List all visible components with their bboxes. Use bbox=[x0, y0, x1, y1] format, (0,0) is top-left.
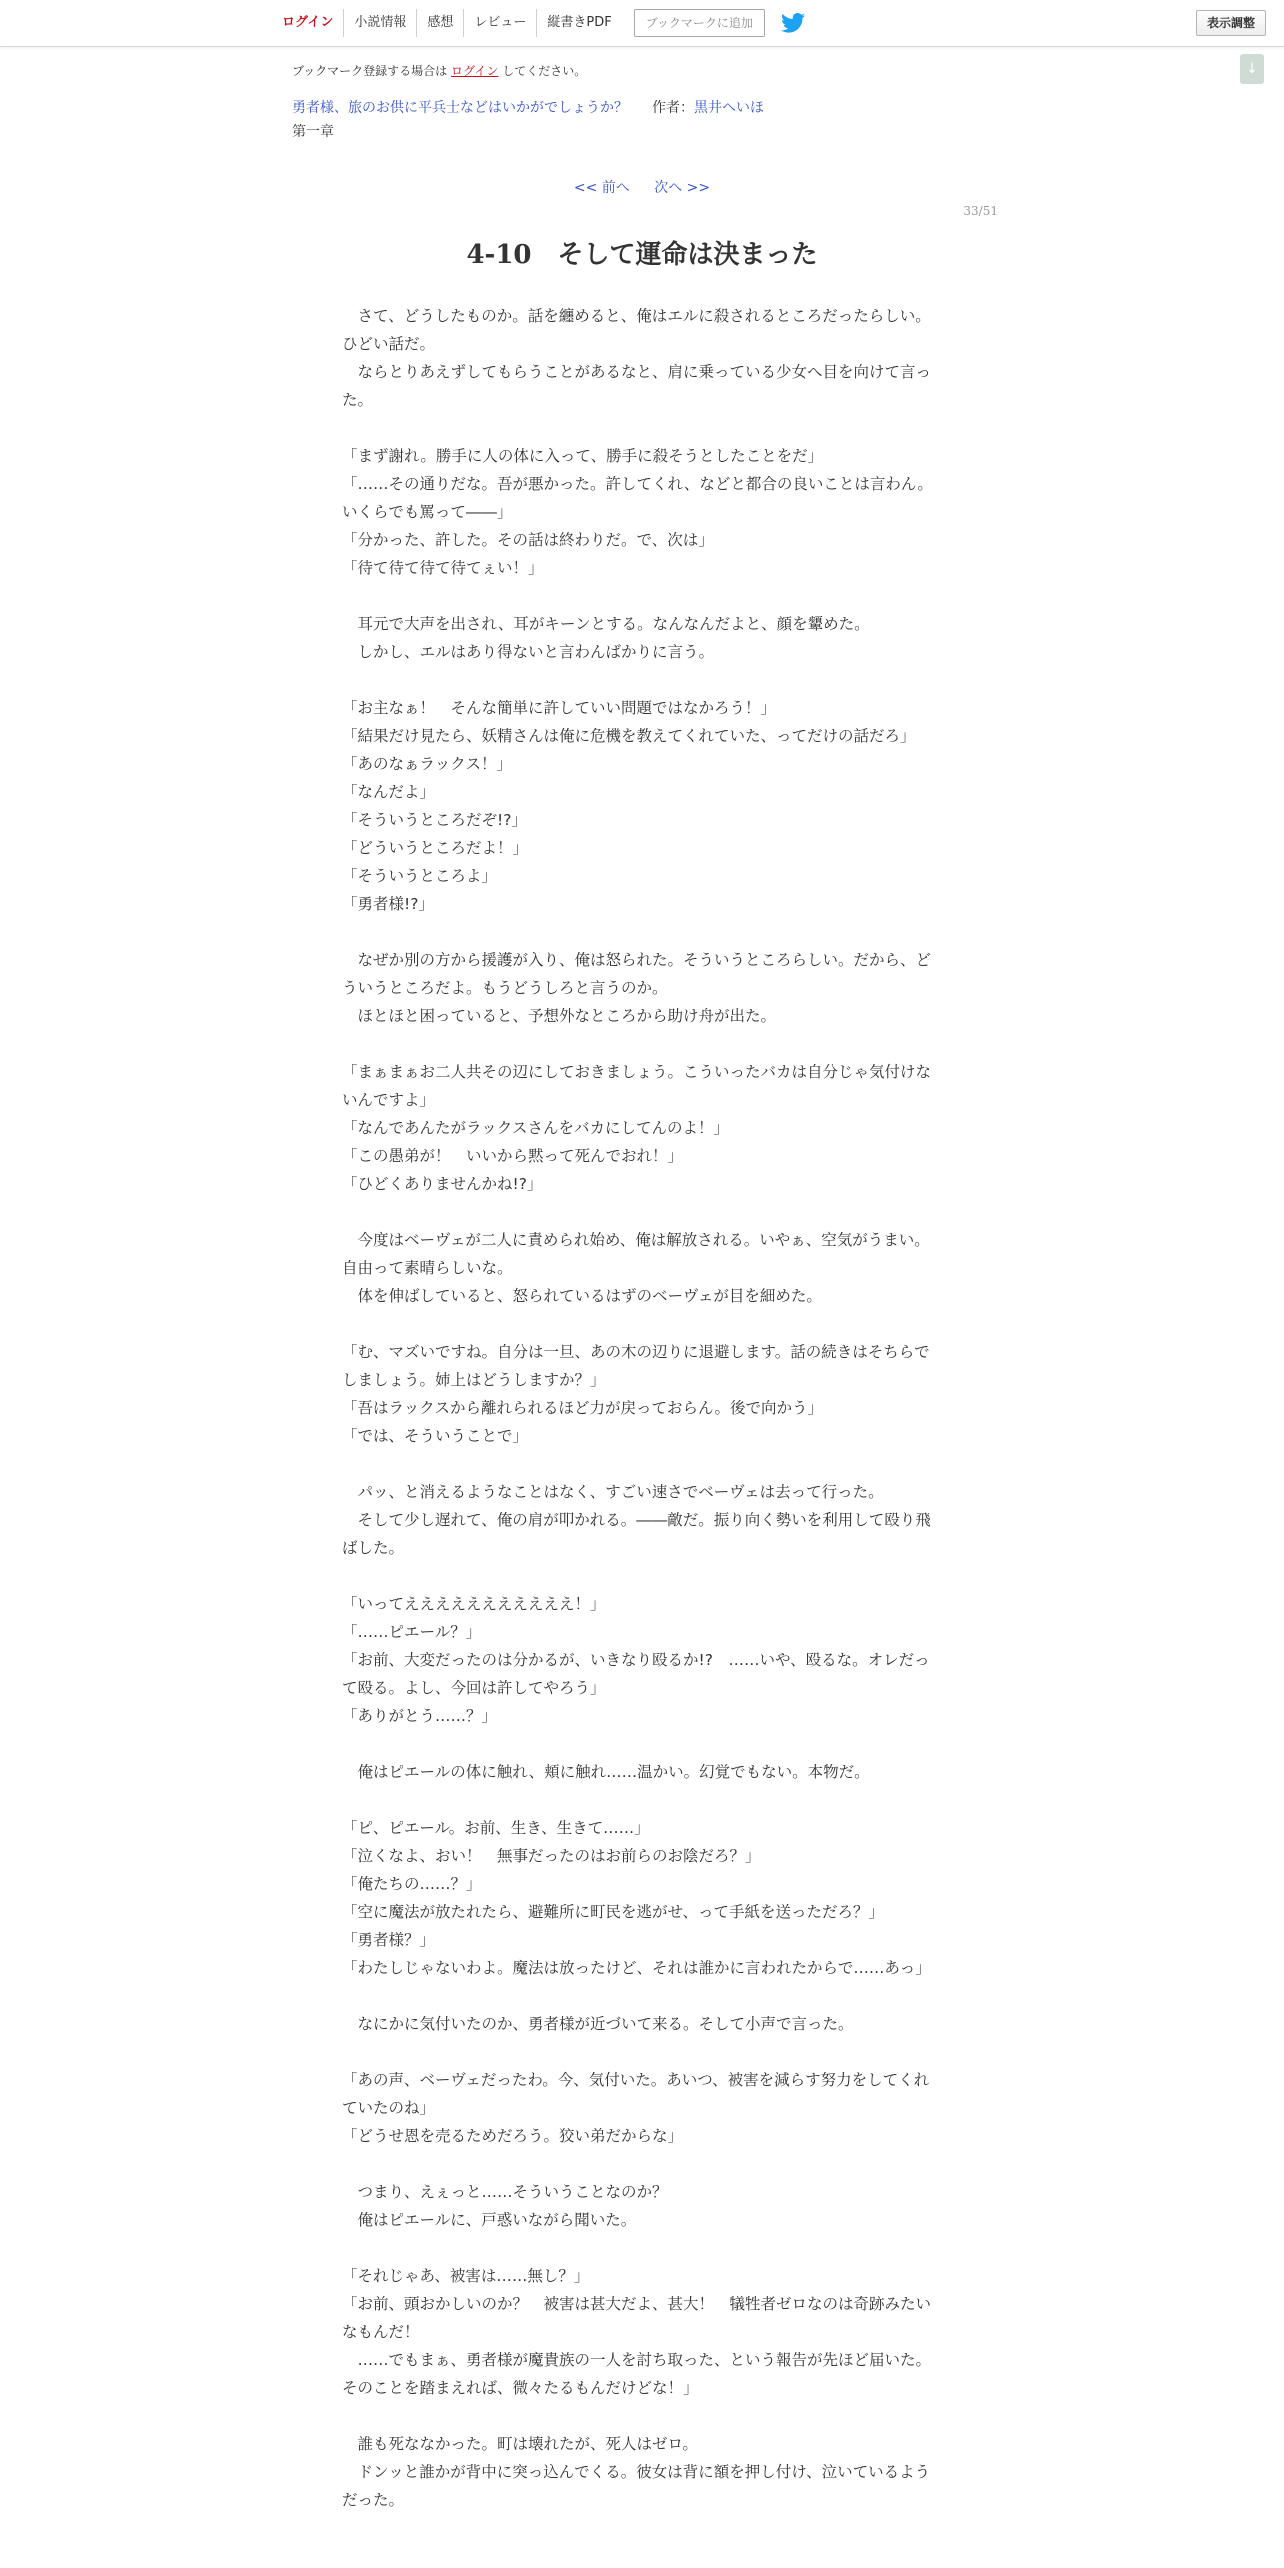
body-paragraph: パッ、と消えるようなことはなく、すごい速さでベーヴェは去って行った。 bbox=[342, 1483, 884, 1501]
body-paragraph: つまり、えぇっと……そういうことなのか？ bbox=[342, 2183, 668, 2201]
body-paragraph: 今度はベーヴェが二人に責められ始め、俺は解放される。いやぁ、空気がうまい。自由って素晴らしいな。 bbox=[342, 1231, 930, 1277]
body-paragraph: 「待て待て待て待てぇい！」 bbox=[342, 559, 544, 577]
body-paragraph: ……でもまぁ、勇者様が魔貴族の一人を討ち取った、という報告が先ほど届いた。そのことを踏まえれば、微々たるもんだけどな！」 bbox=[342, 2351, 932, 2397]
body-paragraph: 「ピ、ピエール。お前、生き、生きて……」 bbox=[342, 1819, 650, 1837]
body-paragraph: 「む、マズいですね。自分は一旦、あの木の辺りに退避します。話の続きはそちらでしましょう。姉上はどうしますか？」 bbox=[342, 1343, 930, 1389]
author-link[interactable]: 黒井へいほ bbox=[694, 100, 764, 116]
body-paragraph: 俺はピエールに、戸惑いながら聞いた。 bbox=[342, 2211, 637, 2229]
body-paragraph: 「分かった、許した。その話は終わりだ。で、次は」 bbox=[342, 531, 714, 549]
vertical-pdf-link[interactable]: 縦書きPDF bbox=[536, 9, 621, 37]
blank-line bbox=[342, 666, 942, 694]
body-paragraph: 「お前、大変だったのは分かるが、いきなり殴るか!? ……いや、殴るな。オレだって殴る。よし、今回は許してやろう」 bbox=[342, 1651, 930, 1697]
body-paragraph: ドンッと誰かが背中に突っ込んでくる。彼女は背に額を押し付け、泣いているようだった。 bbox=[342, 2463, 931, 2509]
bookmark-note-prefix: ブックマーク登録する場合は bbox=[292, 64, 448, 78]
bookmark-note-suffix: してください。 bbox=[502, 64, 587, 78]
body-paragraph: 「それじゃあ、被害は……無し？」 bbox=[342, 2267, 590, 2285]
blank-line bbox=[342, 2234, 942, 2262]
body-paragraph: 「まず謝れ。勝手に人の体に入って、勝手に殺そうとしたことをだ」 bbox=[342, 447, 824, 465]
body-paragraph: 「どういうところだよ！」 bbox=[342, 839, 529, 857]
body-paragraph: 「……ピエール？」 bbox=[342, 1623, 482, 1641]
body-paragraph: 「まぁまぁお二人共その辺にしておきましょう。こういったバカは自分じゃ気付けないんですよ」 bbox=[342, 1063, 932, 1109]
twitter-bird-icon[interactable] bbox=[781, 12, 807, 34]
chapter-title: 第一章 bbox=[292, 124, 334, 140]
body-paragraph: 「あの声、ベーヴェだったわ。今、気付いた。あいつ、被害を減らす努力をしてくれていたのね」 bbox=[342, 2071, 930, 2117]
episode-title: 4-10 そして運命は決まった bbox=[466, 240, 818, 270]
body-paragraph: 「ありがとう……？」 bbox=[342, 1707, 498, 1725]
novel-info-link[interactable]: 小説情報 bbox=[343, 9, 416, 37]
blank-line bbox=[342, 1562, 942, 1590]
body-paragraph: 「この愚弟が！ いいから黙って死んでおれ！」 bbox=[342, 1147, 684, 1165]
bookmark-note-login-link[interactable]: ログイン bbox=[451, 64, 499, 78]
blank-line bbox=[342, 1730, 942, 1758]
blank-line bbox=[342, 1982, 942, 2010]
body-paragraph: 「吾はラックスから離れられるほど力が戻っておらん。後で向かう」 bbox=[342, 1399, 823, 1417]
body-paragraph: 「俺たちの……？」 bbox=[342, 1875, 482, 1893]
body-paragraph: 「わたしじゃないわよ。魔法は放ったけど、それは誰かに言われたからで……あっ」 bbox=[342, 1959, 931, 1977]
body-paragraph: 「空に魔法が放たれたら、避難所に町民を逃がせ、って手紙を送っただろ？」 bbox=[342, 1903, 885, 1921]
body-paragraph: 「なんだよ」 bbox=[342, 783, 436, 801]
body-paragraph: 「勇者様!?」 bbox=[342, 895, 434, 913]
body-paragraph: 「あのなぁラックス！」 bbox=[342, 755, 513, 773]
body-paragraph: 「お前、頭おかしいのか？ 被害は甚大だよ、甚大！ 犠牲者ゼロなのは奇跡みたいなもんだ！ bbox=[342, 2295, 932, 2341]
impressions-link[interactable]: 感想 bbox=[416, 9, 463, 37]
author-label: 作者： bbox=[652, 100, 694, 116]
body-paragraph: 「なんであんたがラックスさんをバカにしてんのよ！」 bbox=[342, 1119, 730, 1137]
top-navigation-bar bbox=[0, 0, 1284, 47]
blank-line bbox=[342, 414, 942, 442]
body-paragraph: 耳元で大声を出され、耳がキーンとする。なんなんだよと、顔を顰めた。 bbox=[342, 615, 870, 633]
series-title-link[interactable]: 勇者様、旅のお供に平兵士などはいかがでしょうか？ bbox=[292, 100, 628, 116]
blank-line bbox=[342, 582, 942, 610]
review-link[interactable]: レビュー bbox=[463, 9, 536, 37]
next-page-link[interactable]: 次へ >> bbox=[654, 180, 711, 196]
page-count: 33/51 bbox=[963, 204, 998, 218]
novel-body bbox=[342, 302, 942, 2514]
body-paragraph: ほとほと困っていると、予想外なところから助け舟が出た。 bbox=[342, 1007, 777, 1025]
body-paragraph: そして少し遅れて、俺の肩が叩かれる。――敵だ。振り向く勢いを利用して殴り飛ばした。 bbox=[342, 1511, 931, 1557]
body-paragraph: 誰も死ななかった。町は壊れたが、死人はゼロ。 bbox=[342, 2435, 698, 2453]
pager bbox=[0, 177, 1284, 197]
blank-line bbox=[342, 1310, 942, 1338]
prev-page-link[interactable]: << 前へ bbox=[573, 180, 630, 196]
body-paragraph: しかし、エルはあり得ないと言わんばかりに言う。 bbox=[342, 643, 715, 661]
bookmark-login-note bbox=[292, 62, 586, 79]
main-nav bbox=[272, 9, 807, 37]
blank-line bbox=[342, 1786, 942, 1814]
body-paragraph: 「そういうところだぞ!?」 bbox=[342, 811, 527, 829]
login-link[interactable]: ログイン bbox=[282, 15, 334, 30]
body-paragraph: 「お主なぁ！ そんな簡単に許していい問題ではなかろう！」 bbox=[342, 699, 777, 717]
blank-line bbox=[342, 918, 942, 946]
body-paragraph: 「泣くなよ、おい！ 無事だったのはお前らのお陰だろ？」 bbox=[342, 1847, 761, 1865]
blank-line bbox=[342, 1450, 942, 1478]
body-paragraph: ならとりあえずしてもらうことがあるなと、肩に乗っている少女へ目を向けて言った。 bbox=[342, 363, 932, 409]
add-bookmark-button[interactable]: ブックマークに追加 bbox=[634, 9, 765, 37]
body-paragraph: 「いってえええええええええええ！」 bbox=[342, 1595, 606, 1613]
blank-line bbox=[342, 1030, 942, 1058]
display-settings-button[interactable]: 表示調整 bbox=[1196, 10, 1266, 36]
blank-line bbox=[342, 2038, 942, 2066]
body-paragraph: 「結果だけ見たら、妖精さんは俺に危機を教えてくれていた、ってだけの話だろ」 bbox=[342, 727, 916, 745]
blank-line bbox=[342, 2150, 942, 2178]
body-paragraph: 「そういうところよ」 bbox=[342, 867, 498, 885]
body-paragraph: 「どうせ恩を売るためだろう。狡い弟だからな」 bbox=[342, 2127, 684, 2145]
blank-line bbox=[342, 1198, 942, 1226]
blank-line bbox=[342, 2402, 942, 2430]
body-paragraph: 俺はピエールの体に触れ、頬に触れ……温かい。幻覚でもない。本物だ。 bbox=[342, 1763, 870, 1781]
body-paragraph: なにかに気付いたのか、勇者様が近づいて来る。そして小声で言った。 bbox=[342, 2015, 854, 2033]
scroll-down-icon[interactable]: ↓ bbox=[1240, 54, 1264, 84]
body-paragraph: 体を伸ばしていると、怒られているはずのベーヴェが目を細めた。 bbox=[342, 1287, 822, 1305]
body-paragraph: さて、どうしたものか。話を纏めると、俺はエルに殺されるところだったらしい。ひどい話だ。 bbox=[342, 307, 931, 353]
body-paragraph: なぜか別の方から援護が入り、俺は怒られた。そういうところらしい。だから、どういうところだよ。もうどうしろと言うのか。 bbox=[342, 951, 932, 997]
body-paragraph: 「勇者様？」 bbox=[342, 1931, 436, 1949]
body-paragraph: 「ひどくありませんかね!?」 bbox=[342, 1175, 543, 1193]
series-info bbox=[292, 97, 764, 117]
body-paragraph: 「……その通りだな。吾が悪かった。許してくれ、などと都合の良いことは言わん。いくらでも罵って――」 bbox=[342, 475, 933, 521]
body-paragraph: 「では、そういうことで」 bbox=[342, 1427, 529, 1445]
